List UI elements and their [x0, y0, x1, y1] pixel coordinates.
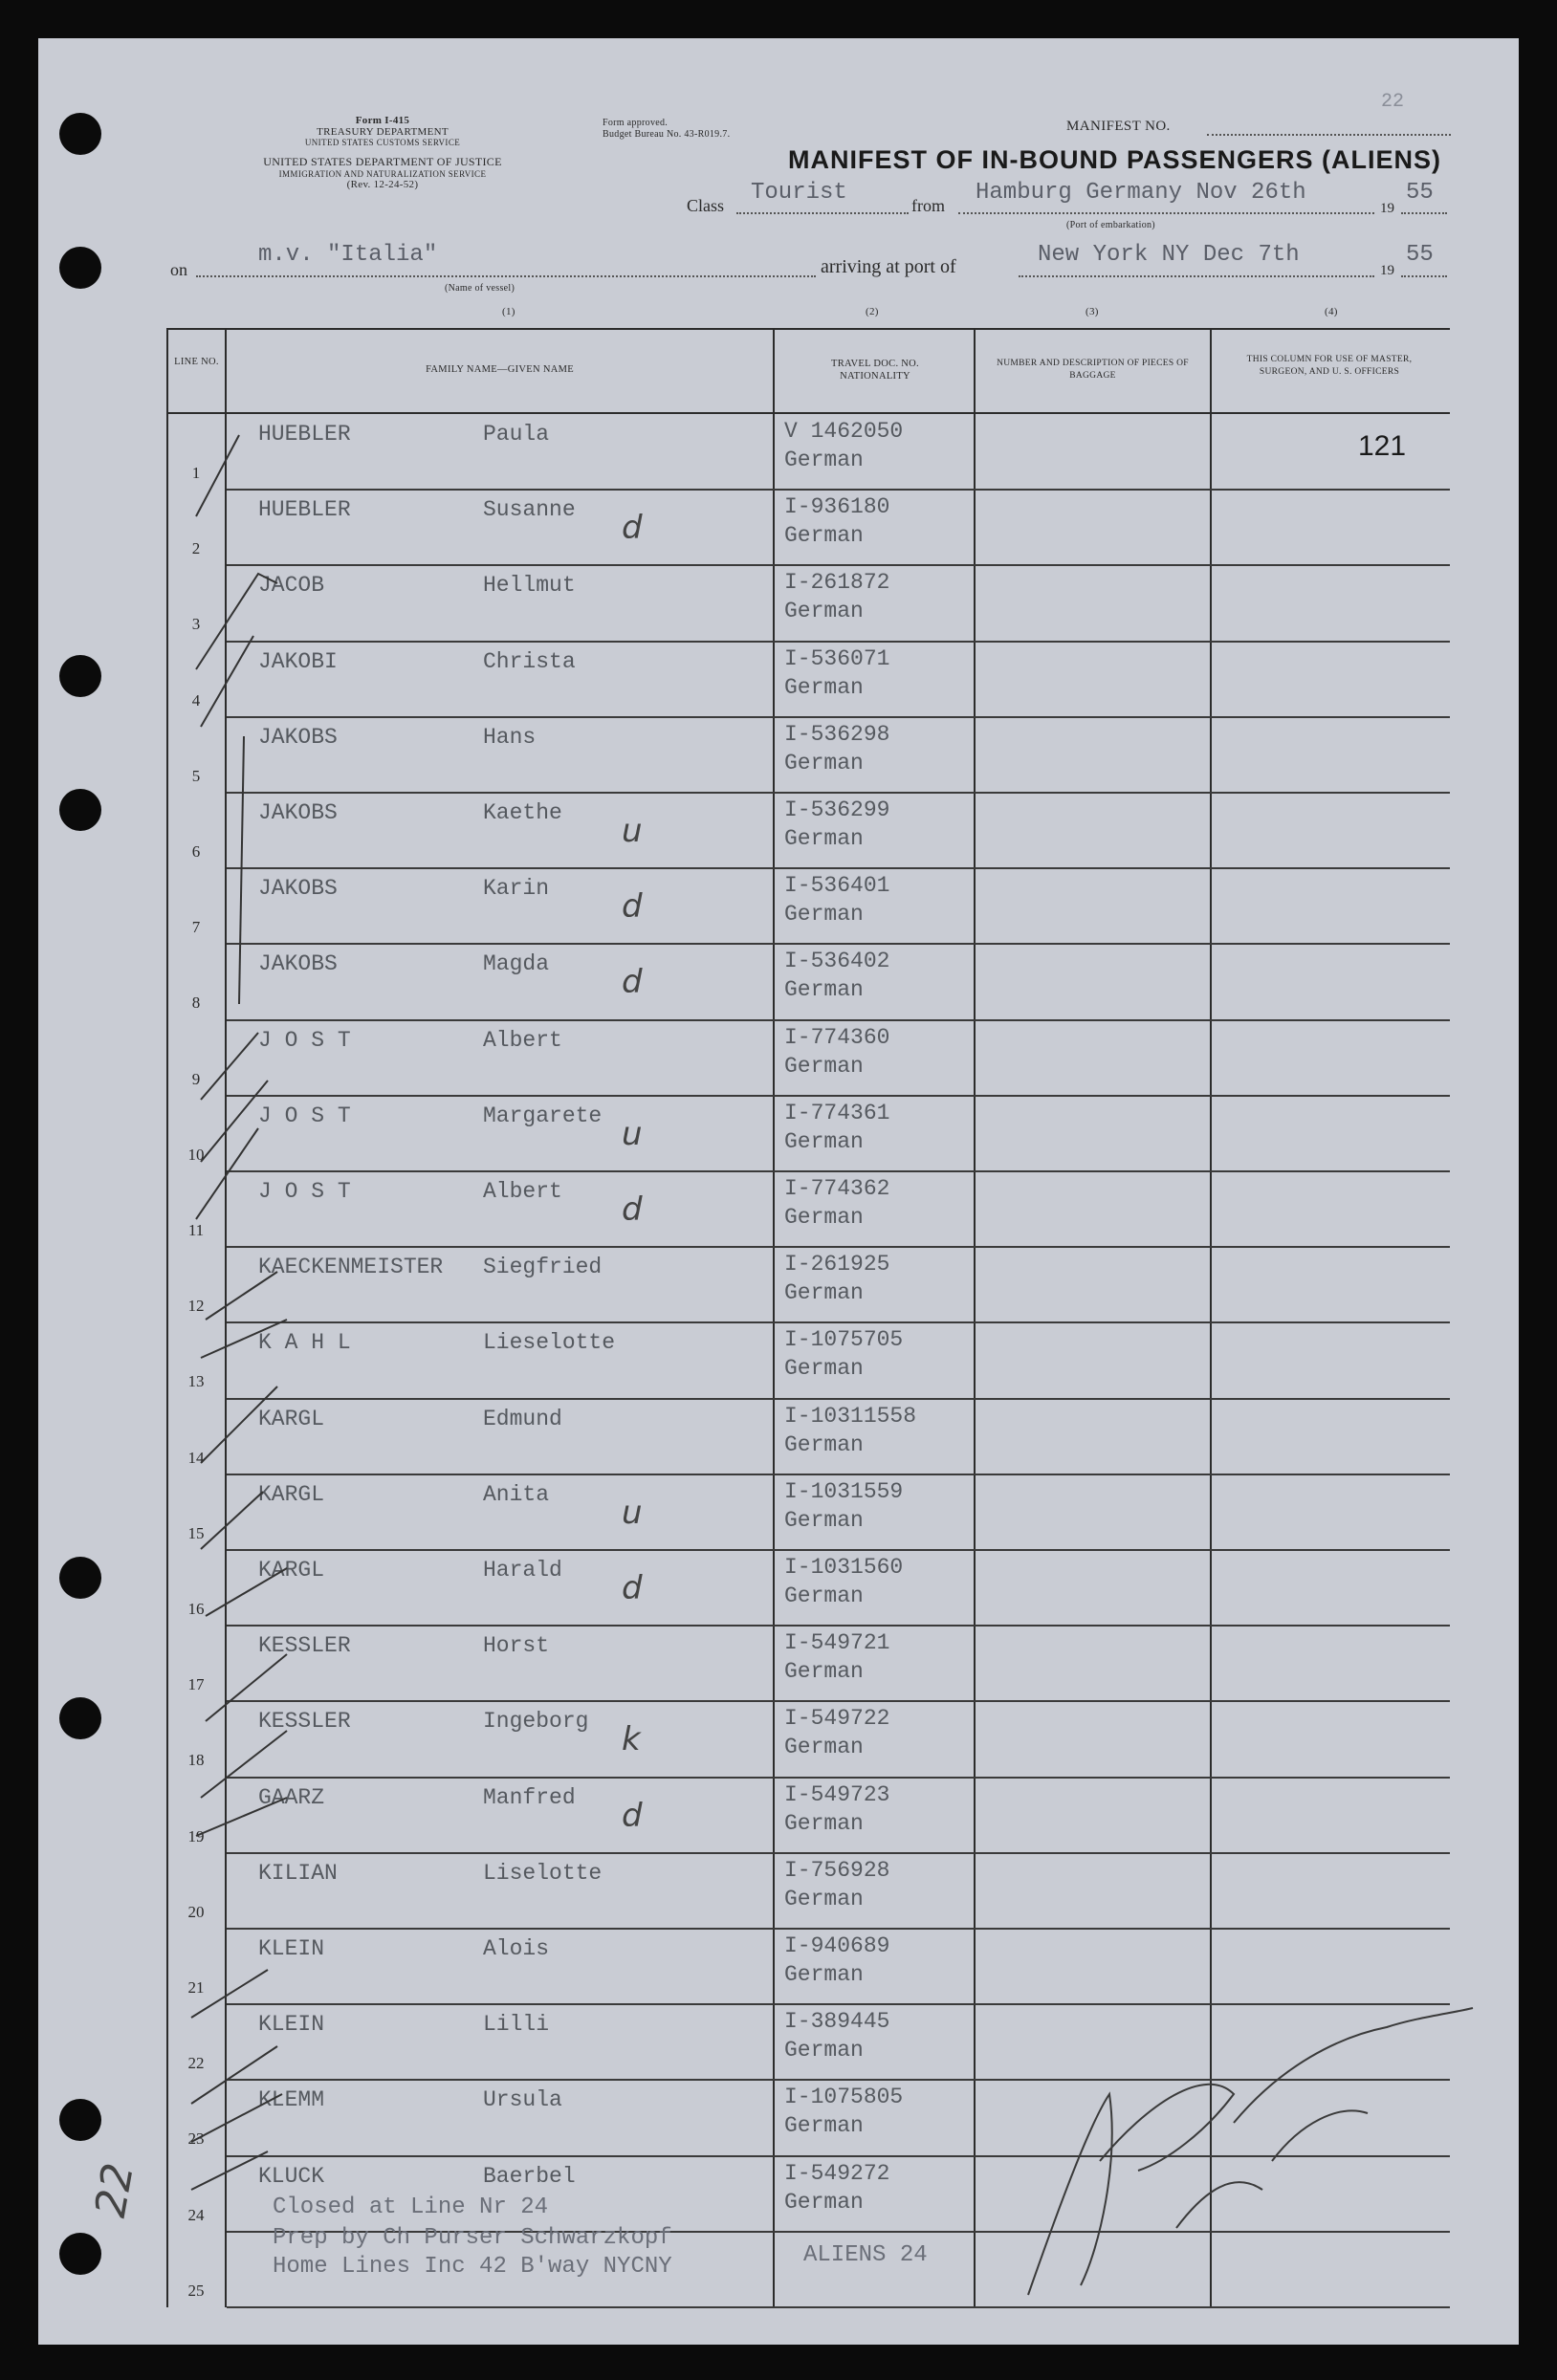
given-name: Margarete	[483, 1103, 603, 1128]
travel-doc-number: I-536299	[784, 797, 890, 822]
family-name: KLEMM	[258, 2087, 325, 2113]
family-name: KILIAN	[258, 1860, 338, 1886]
family-name: KAECKENMEISTER	[258, 1255, 444, 1280]
given-name: Alois	[483, 1936, 550, 1961]
travel-doc-number: I-536071	[784, 645, 890, 671]
given-name: Karin	[483, 876, 550, 902]
nationality: German	[784, 1205, 864, 1230]
year1-value: 55	[1406, 180, 1434, 206]
customs-service: UNITED STATES CUSTOMS SERVICE	[304, 138, 461, 147]
line-number: 23	[187, 2129, 205, 2149]
given-name: Ingeborg	[483, 1709, 589, 1735]
class-label: Class	[687, 196, 725, 215]
given-name: Baerbel	[483, 2163, 576, 2189]
line-number: 9	[191, 1069, 201, 1088]
travel-doc-number: I-774360	[784, 1024, 890, 1050]
travel-doc-number: I-549722	[784, 1706, 890, 1732]
from-value: Hamburg Germany Nov 26th	[976, 180, 1306, 206]
ins-service: IMMIGRATION AND NATURALIZATION SERVICE	[278, 169, 487, 179]
col-num-3: (3)	[1086, 306, 1099, 317]
line-number: 15	[187, 1523, 205, 1542]
nationality: German	[784, 1886, 864, 1911]
class-value: Tourist	[751, 180, 847, 206]
line-number: 2	[191, 539, 201, 558]
arrival-value: New York NY Dec 7th	[1038, 242, 1300, 268]
given-name: Edmund	[483, 1406, 562, 1431]
line-number: 4	[191, 690, 201, 710]
family-name: JAKOBS	[258, 951, 338, 977]
line-number: 7	[191, 918, 201, 937]
nationality: German	[784, 523, 864, 549]
signature	[1028, 2008, 1473, 2295]
given-name: Ursula	[483, 2087, 562, 2113]
family-name: KARGL	[258, 1558, 325, 1583]
year2-prefix: 19	[1380, 263, 1394, 278]
line-number: 5	[191, 766, 201, 785]
nationality: German	[784, 1962, 864, 1987]
treasury-dept: TREASURY DEPARTMENT	[317, 126, 449, 138]
travel-doc-number: I-1031560	[784, 1555, 904, 1580]
nationality: German	[784, 2113, 864, 2139]
travel-doc-number: I-549721	[784, 1630, 890, 1656]
justice-dept: UNITED STATES DEPARTMENT OF JUSTICE	[263, 155, 502, 168]
footer-aliens: ALIENS 24	[803, 2242, 928, 2268]
line-number: 1	[191, 464, 201, 482]
handwritten-mark: u	[622, 812, 643, 850]
port-embark-label: (Port of embarkation)	[1066, 220, 1155, 230]
travel-doc-number: I-940689	[784, 1933, 890, 1958]
nationality: German	[784, 599, 864, 624]
given-name: Lieselotte	[483, 1330, 616, 1356]
handwritten-mark: d	[622, 509, 643, 548]
given-name: Liselotte	[483, 1860, 603, 1886]
header-officers: THIS COLUMN FOR USE OF MASTER, SURGEON, AND U. S. OFFICERS	[1246, 355, 1413, 377]
line-number: 19	[187, 1826, 205, 1845]
line-number: 8	[191, 993, 201, 1013]
handwritten-mark: u	[622, 1114, 643, 1153]
nationality: German	[784, 750, 864, 775]
footer-closed: Closed at Line Nr 24	[273, 2194, 549, 2220]
travel-doc-number: I-536298	[784, 721, 890, 747]
line-number: 25	[187, 2281, 205, 2300]
page-number: 22	[1381, 91, 1405, 113]
year2-value: 55	[1406, 242, 1434, 268]
col-num-4: (4)	[1325, 306, 1338, 317]
year1-prefix: 19	[1380, 201, 1394, 216]
family-name: KESSLER	[258, 1709, 351, 1735]
family-name: KESSLER	[258, 1633, 351, 1659]
line-number: 14	[187, 1448, 205, 1467]
footer-lines: Home Lines Inc 42 B'way NYCNY	[273, 2254, 672, 2280]
handwritten-mark: k	[622, 1720, 641, 1759]
nationality: German	[784, 1280, 864, 1306]
officer-number: 121	[1358, 430, 1407, 462]
line-number: 16	[187, 1600, 205, 1618]
given-name: Harald	[483, 1558, 562, 1583]
travel-doc-number: I-261872	[784, 570, 890, 596]
handwritten-mark: d	[622, 1190, 643, 1229]
family-name: JAKOBS	[258, 724, 338, 750]
nationality: German	[784, 1507, 864, 1533]
check-marks	[191, 435, 287, 2190]
nationality: German	[784, 1735, 864, 1760]
nationality: German	[784, 674, 864, 700]
travel-doc-number: I-536401	[784, 873, 890, 899]
handwritten-mark: d	[622, 963, 643, 1002]
travel-doc-number: I-10311558	[784, 1403, 917, 1429]
travel-doc-number: I-1075805	[784, 2085, 904, 2110]
handwritten-mark: d	[622, 887, 643, 927]
travel-doc-number: I-389445	[784, 2009, 890, 2035]
given-name: Albert	[483, 1179, 562, 1204]
nationality: German	[784, 1431, 864, 1457]
travel-doc-number: I-756928	[784, 1857, 890, 1883]
handwritten-mark: d	[622, 1569, 643, 1607]
travel-doc-number: I-936180	[784, 494, 890, 520]
line-number: 17	[187, 1675, 205, 1694]
nationality: German	[784, 1053, 864, 1079]
given-name: Hans	[483, 724, 537, 750]
line-number: 21	[187, 1978, 205, 1997]
header-name: FAMILY NAME—GIVEN NAME	[426, 364, 574, 375]
given-name: Manfred	[483, 1784, 576, 1810]
line-number: 6	[191, 842, 201, 861]
family-name: J O S T	[258, 1103, 351, 1128]
on-label: on	[170, 260, 187, 279]
line-number: 11	[187, 1221, 205, 1239]
given-name: Hellmut	[483, 573, 576, 599]
form-number: Form I-415	[355, 115, 410, 126]
nationality: German	[784, 2038, 864, 2063]
handwritten-mark: d	[622, 1796, 643, 1835]
travel-doc-number: V 1462050	[784, 419, 904, 444]
family-name: JAKOBS	[258, 876, 338, 902]
family-name: HUEBLER	[258, 422, 351, 447]
header-baggage: NUMBER AND DESCRIPTION OF PIECES OF BAGGAGE	[997, 359, 1189, 381]
nationality: German	[784, 977, 864, 1003]
nationality: German	[784, 826, 864, 851]
family-name: KLEIN	[258, 2012, 325, 2038]
family-name: JAKOBI	[258, 648, 338, 674]
family-name: JAKOBS	[258, 800, 338, 825]
line-number: 10	[187, 1145, 205, 1164]
line-number: 18	[187, 1751, 205, 1770]
header-line-no: LINE NO.	[174, 357, 219, 367]
given-name: Lilli	[483, 2012, 550, 2038]
manifest-no-label: MANIFEST NO.	[1066, 119, 1171, 134]
arriving-label: arriving at port of	[821, 256, 956, 277]
nationality: German	[784, 448, 864, 472]
page-title: MANIFEST OF IN-BOUND PASSENGERS (ALIENS)	[788, 145, 1442, 174]
given-name: Albert	[483, 1027, 562, 1053]
revision: (Rev. 12-24-52)	[346, 179, 419, 190]
travel-doc-number: I-549723	[784, 1781, 890, 1807]
col-num-2: (2)	[866, 306, 879, 317]
family-name: HUEBLER	[258, 497, 351, 523]
vessel-name: m.v. "Italia"	[258, 242, 438, 268]
travel-doc-number: I-774362	[784, 1176, 890, 1201]
family-name: KARGL	[258, 1481, 325, 1507]
margin-note: 22	[86, 2159, 143, 2221]
from-label: from	[911, 196, 945, 215]
nationality: German	[784, 902, 864, 928]
family-name: GAARZ	[258, 1784, 325, 1810]
given-name: Paula	[483, 422, 550, 447]
given-name: Siegfried	[483, 1255, 603, 1280]
family-name: K A H L	[258, 1330, 351, 1356]
line-number: 3	[191, 615, 201, 634]
travel-doc-number: I-1031559	[784, 1478, 904, 1504]
nationality: German	[784, 1356, 864, 1382]
nationality: German	[784, 1659, 864, 1685]
travel-doc-number: I-774361	[784, 1100, 890, 1125]
line-number: 13	[187, 1372, 205, 1391]
given-name: Susanne	[483, 497, 576, 523]
given-name: Anita	[483, 1481, 550, 1507]
travel-doc-number: I-536402	[784, 949, 890, 974]
nationality: German	[784, 1810, 864, 1836]
family-name: KLUCK	[258, 2163, 325, 2189]
nationality: German	[784, 1583, 864, 1608]
nationality: German	[784, 2189, 864, 2215]
given-name: Kaethe	[483, 800, 562, 825]
travel-doc-number: I-261925	[784, 1252, 890, 1277]
header-travel-doc: TRAVEL DOC. NO. NATIONALITY	[830, 359, 919, 382]
nationality: German	[784, 1128, 864, 1154]
footer-prep: Prep by Ch Purser Schwarzkopf	[273, 2225, 672, 2251]
travel-doc-number: I-549272	[784, 2160, 890, 2186]
line-number: 12	[187, 1297, 205, 1316]
line-number: 22	[187, 2054, 205, 2073]
family-name: JACOB	[258, 573, 325, 599]
budget-bureau: Budget Bureau No. 43-R019.7.	[603, 129, 731, 140]
vessel-label: (Name of vessel)	[445, 283, 515, 294]
given-name: Horst	[483, 1633, 550, 1659]
given-name: Magda	[483, 951, 550, 977]
family-name: J O S T	[258, 1179, 351, 1204]
family-name: KLEIN	[258, 1936, 325, 1961]
line-number: 20	[187, 1902, 205, 1921]
family-name: J O S T	[258, 1027, 351, 1053]
travel-doc-number: I-1075705	[784, 1327, 904, 1353]
form-approved: Form approved.	[603, 118, 669, 128]
line-number: 24	[187, 2205, 205, 2224]
handwritten-mark: u	[622, 1493, 643, 1532]
family-name: KARGL	[258, 1406, 325, 1431]
given-name: Christa	[483, 648, 576, 674]
col-num-1: (1)	[502, 306, 515, 317]
